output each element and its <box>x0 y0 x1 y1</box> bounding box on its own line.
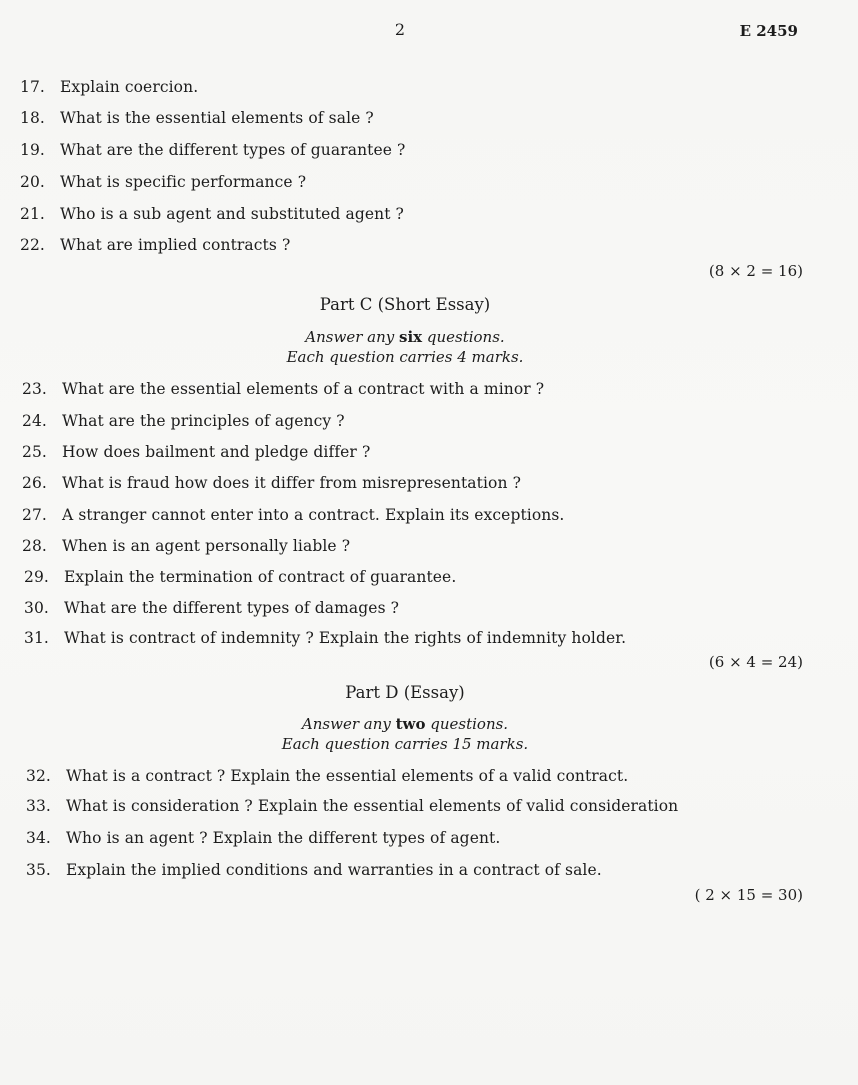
question-text: Explain the implied conditions and warranties in a contract of sale. <box>66 861 602 879</box>
question-text: What are the different types of guarantee ? <box>60 141 406 159</box>
part-c-instruction-1 <box>0 328 810 346</box>
question-number: 28. <box>22 537 47 555</box>
question-number: 25. <box>22 443 47 461</box>
part-c-instruction-2: Each question carries 4 marks. <box>286 348 524 366</box>
question-text: What is fraud how does it differ from misrepresentation ? <box>62 474 521 492</box>
question-26 <box>22 474 521 492</box>
part-d-title: Part D (Essay) <box>345 683 465 702</box>
instruction-text: questions. <box>425 715 509 733</box>
question-number: 23. <box>22 380 47 398</box>
question-number: 27. <box>22 506 47 524</box>
question-30 <box>24 599 399 617</box>
question-17 <box>20 78 198 96</box>
part-c-title: Part C (Short Essay) <box>319 295 491 314</box>
question-28 <box>22 537 350 555</box>
question-number: 24. <box>22 412 47 430</box>
question-number: 21. <box>20 205 45 223</box>
question-27 <box>22 506 564 524</box>
question-number: 31. <box>24 629 49 647</box>
question-number: 19. <box>20 141 45 159</box>
question-text: A stranger cannot enter into a contract. Explain its exceptions. <box>62 506 565 524</box>
part-b-marks: (8 × 2 = 16) <box>708 262 803 280</box>
question-text: Explain coercion. <box>60 78 199 96</box>
part-d-instruction-1 <box>0 715 810 733</box>
question-number: 35. <box>26 861 51 879</box>
question-text: Who is an agent ? Explain the different types of agent. <box>66 829 501 847</box>
question-number: 20. <box>20 173 45 191</box>
question-text: What is specific performance ? <box>60 173 307 191</box>
question-text: How does bailment and pledge differ ? <box>62 443 371 461</box>
question-number: 33. <box>26 797 51 815</box>
instruction-text: questions. <box>422 328 505 346</box>
page-number: 2 <box>394 20 406 39</box>
instruction-count: two <box>395 715 426 733</box>
question-text: What is a contract ? Explain the essential elements of a valid contract. <box>66 767 629 785</box>
question-text: Who is a sub agent and substituted agent ? <box>60 205 404 223</box>
question-19 <box>20 141 405 159</box>
question-text: What are the principles of agency ? <box>62 412 345 430</box>
part-d-marks: ( 2 × 15 = 30) <box>694 886 803 904</box>
question-21 <box>20 205 404 223</box>
question-32 <box>26 767 628 785</box>
question-22 <box>20 236 290 254</box>
question-number: 29. <box>24 568 49 586</box>
part-c-marks: (6 × 4 = 24) <box>708 653 803 671</box>
question-text: What is contract of indemnity ? Explain the rights of indemnity holder. <box>64 629 627 647</box>
question-34 <box>26 829 500 847</box>
part-d-instruction-2: Each question carries 15 marks. <box>281 735 529 753</box>
question-18 <box>20 109 374 127</box>
instruction-text: Answer any <box>305 328 399 346</box>
question-text: What are the essential elements of a contract with a minor ? <box>62 380 545 398</box>
question-20 <box>20 173 306 191</box>
question-number: 26. <box>22 474 47 492</box>
question-24 <box>22 412 345 430</box>
question-text: What is the essential elements of sale ? <box>60 109 374 127</box>
question-number: 30. <box>24 599 49 617</box>
paper-code: E 2459 <box>739 22 798 40</box>
question-35 <box>26 861 602 879</box>
question-text: What is consideration ? Explain the essential elements of valid consideration <box>66 797 679 815</box>
question-number: 22. <box>20 236 45 254</box>
question-23 <box>22 380 544 398</box>
question-31 <box>24 629 626 647</box>
question-25 <box>22 443 370 461</box>
question-text: Explain the termination of contract of guarantee. <box>64 568 457 586</box>
question-text: What are the different types of damages ? <box>64 599 400 617</box>
question-number: 32. <box>26 767 51 785</box>
question-number: 18. <box>20 109 45 127</box>
question-text: What are implied contracts ? <box>60 236 291 254</box>
instruction-text: Answer any <box>301 715 396 733</box>
question-number: 17. <box>20 78 45 96</box>
question-text: When is an agent personally liable ? <box>62 537 351 555</box>
question-number: 34. <box>26 829 51 847</box>
instruction-count: six <box>399 328 423 346</box>
question-33 <box>26 797 678 815</box>
question-29 <box>24 568 456 586</box>
